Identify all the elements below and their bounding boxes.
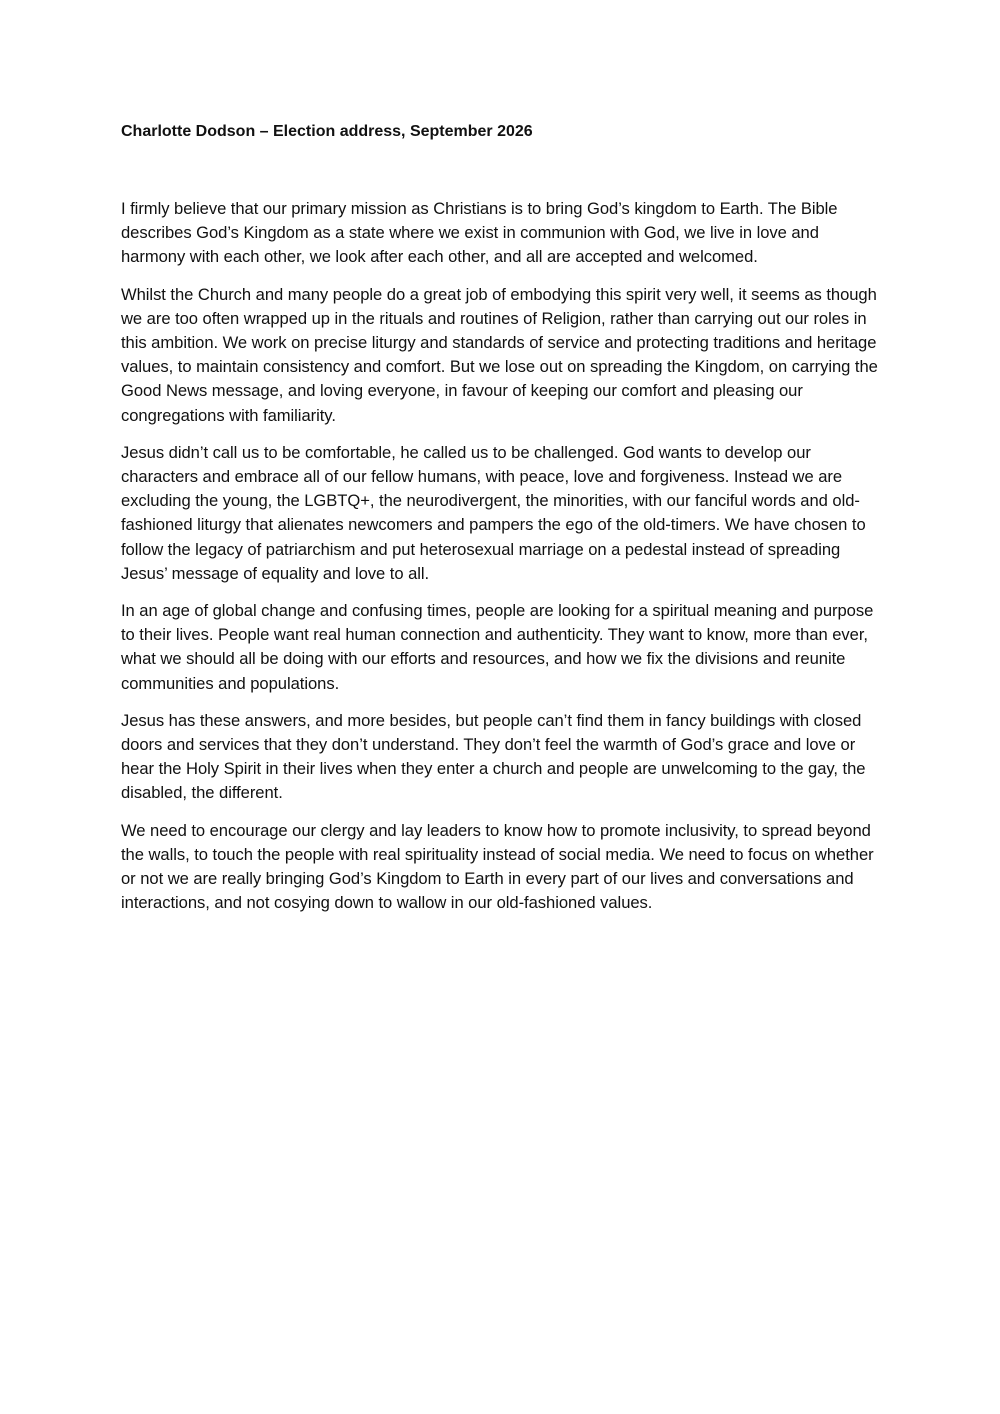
paragraph-3: Jesus didn’t call us to be comfortable, he called us to be challenged. God wants to develop our characters and embrace all of our fellow humans, with peace, love and forgiveness. Instead we are excluding the young, the LGBTQ+, the neurodivergent, the minorities, with our fanciful words and old-fashioned liturgy that alienates newcomers and pampers the ego of the old-timers. We have chosen to follow the legacy of patriarchism and put heterosexual marriage on a pedestal instead of spreading Jesus’ message of equality and love to all. <box>121 442 866 583</box>
paragraph-4: In an age of global change and confusing times, people are looking for a spiritual meaning and purpose to their lives. People want real human connection and authenticity. They want to know, more than ever, what we should all be doing with our efforts and resources, and how we fix the divisions and reunite communities and populations. <box>121 601 874 693</box>
document-body <box>121 119 881 928</box>
document-title: Charlotte Dodson – Election address, September 2026 <box>121 123 533 140</box>
paragraph-1: I firmly believe that our primary mission as Christians is to bring God’s kingdom to Earth. The Bible describes God’s Kingdom as a state where we exist in communion with God, we live in love and harmony with each other, we look after each other, and all are accepted and welcomed. <box>121 199 838 267</box>
paragraph-2: Whilst the Church and many people do a great job of embodying this spirit very well, it seems as though we are too often wrapped up in the rituals and routines of Religion, rather than carrying out our roles in this ambition. We work on precise liturgy and standards of service and protecting traditions and heritage values, to maintain consistency and comfort. But we lose out on spreading the Kingdom, on carrying the Good News message, and loving everyone, in favour of keeping our comfort and pleasing our congregations with familiarity. <box>121 284 878 425</box>
paragraph-5: Jesus has these answers, and more besides, but people can’t find them in fancy buildings with closed doors and services that they don’t understand. They don’t feel the warmth of God’s grace and love or hear the Holy Spirit in their lives when they enter a church and people are unwelcoming to the gay, the disabled, the different. <box>121 710 866 803</box>
paragraph-6: We need to encourage our clergy and lay leaders to know how to promote inclusivity, to spread beyond the walls, to touch the people with real spirituality instead of social media. We need to focus on whether or not we are really bringing God’s Kingdom to Earth in every part of our lives and conversations and interactions, and not cosying down to wallow in our old-fashioned values. <box>121 820 874 913</box>
